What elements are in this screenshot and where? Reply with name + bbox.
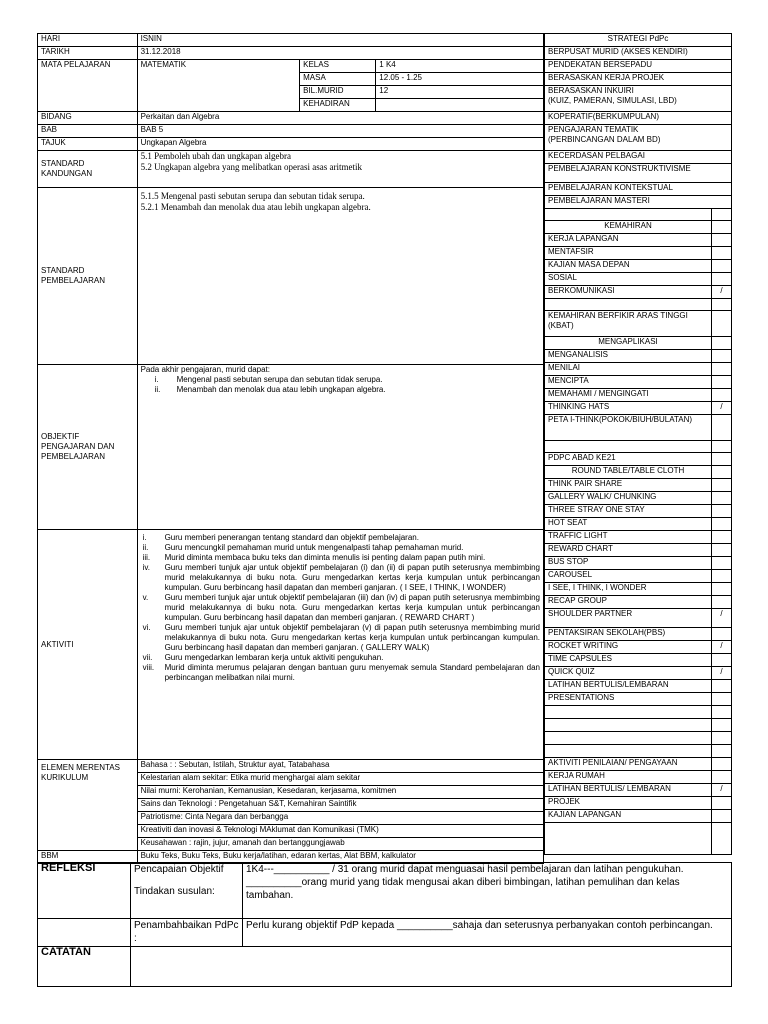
abad-item: THINK PAIR SHARE [545, 479, 712, 492]
pencapaian-text: 1K4---__________ / 31 orang murid dapat menguasai hasil pembelajaran dan latihan pengukuhan. [246, 864, 684, 875]
penilaian-item: KERJA RUMAH [545, 771, 712, 784]
kbat-item: THINKING HATS [545, 402, 712, 415]
kemahiran-item: SOSIAL [545, 273, 712, 286]
objektif-intro: Pada akhir pengajaran, murid dapat: [140, 365, 270, 374]
pbs-mark [712, 654, 732, 667]
abad-mark [712, 570, 732, 583]
emk-item: Kelestarian alam sekitar: Etika murid menghargai alam sekitar [137, 773, 543, 786]
aktiviti-list [141, 533, 540, 683]
pencapaian-label: Pencapaian Objektif [134, 864, 224, 875]
kelas-value: 1 K4 [376, 60, 544, 73]
mata-pelajaran-label: MATA PELAJARAN [38, 60, 138, 112]
objektif-list [153, 375, 540, 395]
tajuk-label: TAJUK [38, 138, 138, 151]
kbat-mark [712, 415, 732, 441]
strategi-item: PEMBELAJARAN MASTERI [545, 196, 732, 209]
pbs-item: LATIHAN BERTULIS/LEMBARAN [545, 680, 712, 693]
strategi-title: STRATEGI PdPc [545, 34, 732, 47]
kbat-item: MENGANALISIS [545, 350, 712, 363]
emk-item: Bahasa : : Sebutan, Istilah, Struktur ayat, Tatabahasa [137, 760, 543, 773]
abad-item: I SEE, I THINK, I WONDER [545, 583, 712, 596]
emk-label: ELEMEN MERENTAS KURIKULUM [38, 760, 138, 851]
penilaian-item: KAJIAN LAPANGAN [545, 810, 712, 823]
aktiviti-item: vii. Guru mengedarkan lembaran kerja untuk aktiviti pengukuhan. [142, 653, 384, 662]
pbs-mark: / [712, 667, 732, 680]
masa-label: MASA [300, 73, 376, 86]
penambahbaikan-label: Penambahbaikan PdPc : [131, 919, 243, 947]
kemahiran-title: KEMAHIRAN [545, 221, 712, 234]
pbs-item: ROCKET WRITING [545, 641, 712, 654]
kbat-mark [712, 350, 732, 363]
bab-label: BAB [38, 125, 138, 138]
strategi-item: PENGAJARAN TEMATIK (PERBINCANGAN DALAM BD) [545, 125, 732, 151]
catatan-field[interactable] [131, 947, 732, 987]
aktiviti-label: AKTIVITI [38, 530, 138, 760]
bidang-value: Perkaitan dan Algebra [137, 112, 543, 125]
mata-pelajaran-value: MATEMATIK [137, 60, 300, 112]
strategi-item: KECERDASAN PELBAGAI [545, 151, 732, 164]
penilaian-item: PROJEK [545, 797, 712, 810]
refleksi-label: REFLEKSI [38, 863, 131, 919]
emk-item: Nilai murni: Kerohanian, Kemanusian, Kesedaran, kerjasama, komitmen [137, 786, 543, 799]
bab-value: BAB 5 [137, 125, 543, 138]
standard-kandungan-label: STANDARD KANDUNGAN [38, 151, 138, 188]
bidang-label: BIDANG [38, 112, 138, 125]
bbm-label: BBM [38, 851, 138, 864]
refleksi-left-labels [131, 863, 243, 919]
kbat-title: KEMAHIRAN BERFIKIR ARAS TINGGI (KBAT) [545, 311, 712, 337]
abad-item: HOT SEAT [545, 518, 712, 531]
aktiviti-item: v. Guru memberi tunjuk ajar untuk objektif pembelajaran (iii) dan (iv) di papan putih seterusnya membimbing murid melakukannya di buku nota. Guru mengedarkan kertas kerja kumpulan untuk perbincangan kumpulan. Guru berbincang hasil dapatan dan memberi ganjaran. ( REWARD CHART ) [142, 593, 540, 622]
kehadiran-value [376, 99, 544, 112]
sp-line-1: 5.1.5 Mengenal pasti sebutan serupa dan sebutan tidak serupa. [140, 191, 365, 201]
aktiviti-content [137, 530, 543, 760]
kemahiran-mark: / [712, 286, 732, 299]
strategi-item: BERASASKAN KERJA PROJEK [545, 73, 732, 86]
penilaian-title: AKTIVITI PENILAIAN/ PENGAYAAN [545, 758, 712, 771]
mengaplikasi-title: MENGAPLIKASI [545, 337, 712, 350]
kemahiran-mark [712, 247, 732, 260]
emk-item: Kreativiti dan inovasi & Teknologi MAklumat dan Komunikasi (TMK) [137, 825, 543, 838]
penilaian-mark: / [712, 784, 732, 797]
emk-item: Sains dan Teknologi : Pengetahuan S&T, Kemahiran Saintifik [137, 799, 543, 812]
abad-mark [712, 583, 732, 596]
kelas-label: KELAS [300, 60, 376, 73]
kemahiran-item: KERJA LAPANGAN [545, 234, 712, 247]
sk-line-1: 5.1 Pemboleh ubah dan ungkapan algebra [140, 151, 292, 161]
objektif-item: i. Mengenal pasti sebutan serupa dan sebutan tidak serupa. [154, 375, 383, 384]
catatan-label: CATATAN [38, 947, 131, 987]
kbat-mark [712, 363, 732, 376]
kehadiran-label: KEHADIRAN [300, 99, 376, 112]
abad-mark [712, 531, 732, 544]
kemahiran-mark [712, 234, 732, 247]
abad-title: PDPC ABAD KE21 [545, 453, 712, 466]
kemahiran-mark [712, 260, 732, 273]
abad-item: TRAFFIC LIGHT [545, 531, 712, 544]
bbm-value: Buku Teks, Buku Teks, Buku kerja/latihan, edaran kertas, Alat BBM, kalkulator [137, 851, 543, 864]
abad-mark [712, 518, 732, 531]
tindakan-text: __________orang murid yang tidak mengusai akan diberi bimbingan, latihan pemulihan dan kelas tambahan. [246, 877, 680, 901]
abad-item: RECAP GROUP [545, 596, 712, 609]
kbat-item: MENCIPTA [545, 376, 712, 389]
kbat-item: MEMAHAMI / MENGINGATI [545, 389, 712, 402]
abad-mark [712, 544, 732, 557]
kbat-mark [712, 376, 732, 389]
abad-mark [712, 596, 732, 609]
hari-label: HARI [38, 34, 138, 47]
abad-item: SHOULDER PARTNER [545, 609, 712, 628]
kemahiran-item: BERKOMUNIKASI [545, 286, 712, 299]
kemahiran-item: KAJIAN MASA DEPAN [545, 260, 712, 273]
aktiviti-item: ii. Guru mencungkil pemahaman murid untuk mengenalpasti tahap pemahaman murid. [142, 543, 464, 552]
abad-item: GALLERY WALK/ CHUNKING [545, 492, 712, 505]
refleksi-right-text [243, 863, 732, 919]
aktiviti-item: vi. Guru memberi tunjuk ajar untuk objektif pembelajaran (v) di papan putih seterusnya membimbing murid melakukannya di buku nota. Guru mengedarkan kertas kerja kumpulan untuk perbincangan kumpulan. Guru berbincang hasil dapatan dan memberi ganjaran. ( GALLERY WALK) [142, 623, 540, 652]
roundtable-title: ROUND TABLE/TABLE CLOTH [545, 466, 712, 479]
objektif-content [137, 365, 543, 530]
penilaian-item: LATIHAN BERTULIS/ LEMBARAN [545, 784, 712, 797]
penilaian-mark [712, 771, 732, 784]
standard-pembelajaran-content [137, 188, 543, 365]
abad-mark [712, 557, 732, 570]
aktiviti-item: iii. Murid diminta membaca buku teks dan diminta menulis isi penting dalam papan putih mini. [142, 553, 486, 562]
abad-item: CAROUSEL [545, 570, 712, 583]
strategi-item: PENDEKATAN BERSEPADU [545, 60, 732, 73]
emk-item: Patriotisme: Cinta Negara dan berbangga [137, 812, 543, 825]
sk-line-2: 5.2 Ungkapan algebra yang melibatkan operasi asas aritmetik [140, 162, 362, 172]
abad-item: THREE STRAY ONE STAY [545, 505, 712, 518]
aktiviti-item: i. Guru memberi penerangan tentang standard dan objektif pembelajaran. [142, 533, 419, 542]
masa-value: 12.05 - 1.25 [376, 73, 544, 86]
penilaian-mark [712, 810, 732, 823]
abad-item: REWARD CHART [545, 544, 712, 557]
bil-murid-label: BIL.MURID [300, 86, 376, 99]
strategi-item: PEMBELAJARAN KONTEKSTUAL [545, 183, 732, 196]
sp-line-2: 5.2.1 Menambah dan menolak dua atau lebih ungkapan algebra. [140, 202, 371, 212]
objektif-item: ii. Menambah dan menolak dua atau lebih ungkapan algebra. [154, 385, 386, 394]
objektif-label: OBJEKTIF PENGAJARAN DAN PEMBELAJARAN [38, 365, 138, 530]
kbat-mark [712, 389, 732, 402]
abad-mark: / [712, 609, 732, 628]
abad-mark [712, 492, 732, 505]
hari-value: ISNIN [137, 34, 543, 47]
pbs-item: TIME CAPSULES [545, 654, 712, 667]
pbs-item: PRESENTATIONS [545, 693, 712, 706]
kbat-item: MENILAI [545, 363, 712, 376]
refleksi-table [37, 862, 732, 987]
lesson-details-table [37, 33, 544, 864]
pbs-mark [712, 680, 732, 693]
tajuk-value: Ungkapan Algebra [137, 138, 543, 151]
strategi-item: KOPERATIF(BERKUMPULAN) [545, 112, 732, 125]
aktiviti-item: viii. Murid diminta merumus pelajaran dengan bantuan guru menyemak semula Standard pembelajaran dan perbincangan melibatkan nilai murni. [142, 663, 540, 682]
strategi-table [544, 33, 732, 855]
penilaian-mark [712, 797, 732, 810]
standard-pembelajaran-label: STANDARD PEMBELAJARAN [38, 188, 138, 365]
pbs-mark: / [712, 641, 732, 654]
kbat-mark: / [712, 402, 732, 415]
emk-item: Keusahawan : rajin, jujur, amanah dan bertanggungjawab [137, 838, 543, 851]
abad-item: BUS STOP [545, 557, 712, 570]
pbs-title: PENTAKSIRAN SEKOLAH(PBS) [545, 628, 712, 641]
tindakan-label: Tindakan susulan: [134, 886, 215, 897]
abad-mark [712, 479, 732, 492]
strategi-item: BERPUSAT MURID (AKSES KENDIRI) [545, 47, 732, 60]
pbs-mark [712, 693, 732, 706]
penambahbaikan-text: Perlu kurang objektif PdP kepada __________sahaja dan seterusnya perbanyakan contoh perbincangan. [243, 919, 732, 947]
kbat-item: PETA I-THINK(POKOK/BIUH/BULATAN) [545, 415, 712, 441]
tarikh-value: 31.12.2018 [137, 47, 543, 60]
kemahiran-mark [712, 273, 732, 286]
strategi-item: BERASASKAN INKUIRI (KUIZ, PAMERAN, SIMULASI, LBD) [545, 86, 732, 112]
standard-kandungan-content [137, 151, 543, 188]
kemahiran-item: MENTAFSIR [545, 247, 712, 260]
aktiviti-item: iv. Guru memberi tunjuk ajar untuk objektif pembelajaran (i) dan (ii) di papan putih seterusnya membimbing murid melakukannya di buku nota. Guru mengedarkan kertas kerja kumpulan untuk perbincangan kumpulan. Guru berbincang hasil dapatan dan memberi ganjaran. ( I SEE, I THINK, I WONDER) [142, 563, 540, 592]
abad-mark [712, 505, 732, 518]
pbs-item: QUICK QUIZ [545, 667, 712, 680]
tarikh-label: TARIKH [38, 47, 138, 60]
strategi-item: PEMBELAJARAN KONSTRUKTIVISME [545, 164, 732, 183]
bil-murid-value: 12 [376, 86, 544, 99]
